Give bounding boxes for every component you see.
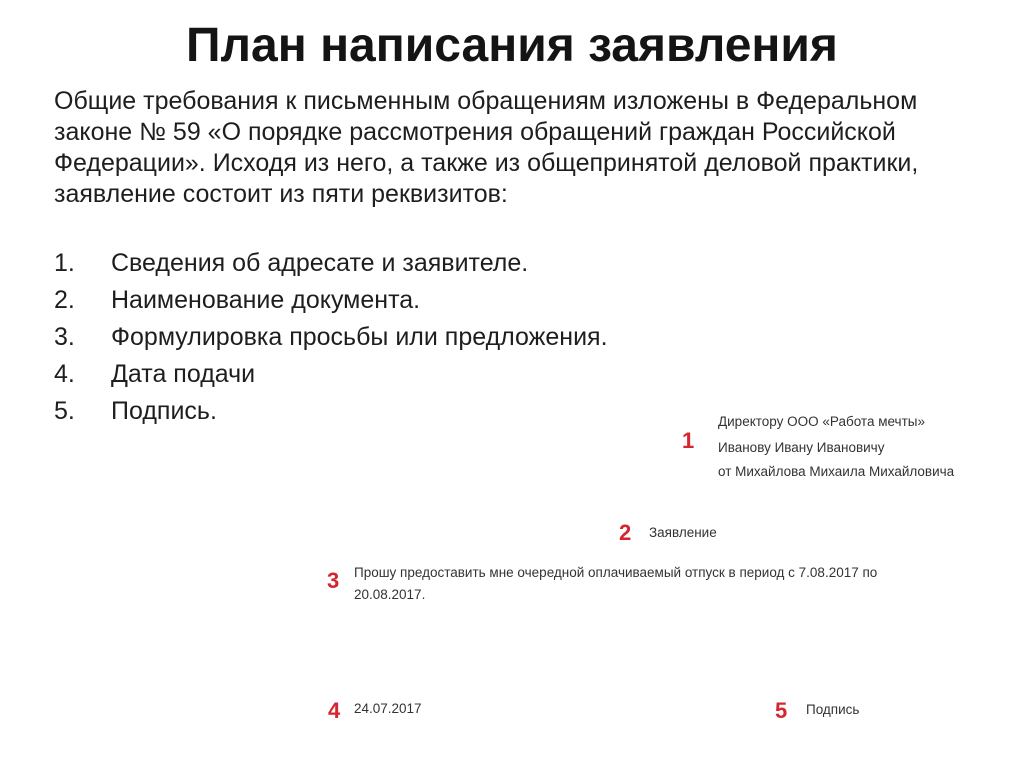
marker-3: 3 [327,568,340,593]
list-item [54,393,608,430]
list-item-number: 2. [54,286,75,314]
list-item-number: 1. [54,249,75,277]
document-name: Заявление [649,525,717,540]
list-item-text: Дата подачи [111,360,256,388]
list-item [54,319,608,356]
list-item-text: Наименование документа. [111,286,421,314]
slide-title: План написания заявления [186,19,838,72]
list-item-number: 5. [54,397,75,425]
requisites-list [54,245,608,430]
addressee-line-3: от Михайлова Михаила Михайловича [718,464,955,479]
list-item [54,356,608,393]
intro-paragraph: Общие требования к письменным обращениям изложены в Федеральном законе № 59 «О порядке рассмотрения обращений граждан Российской Федерации». Исходя из него, а также из общепринятой деловой практики, заявление состоит из пяти реквизитов: [54,87,919,208]
list-item-text: Подпись. [111,397,217,425]
list-item-number: 3. [54,323,75,351]
addressee-line-1: Директору ООО «Работа мечты» [718,414,925,429]
request-line-1: Прошу предоставить мне очередной оплачиваемый отпуск в период с 7.08.2017 по [354,565,878,580]
application-date: 24.07.2017 [354,701,422,716]
list-item-text: Сведения об адресате и заявителе. [111,249,529,277]
marker-2: 2 [619,520,632,545]
signature-label: Подпись [806,702,860,717]
list-item-text: Формулировка просьбы или предложения. [111,323,608,351]
addressee-line-2: Иванову Ивану Ивановичу [718,440,885,455]
marker-1: 1 [682,428,695,453]
list-item-number: 4. [54,360,75,388]
list-item [54,282,608,319]
request-line-2: 20.08.2017. [354,587,426,602]
marker-5: 5 [775,698,788,723]
marker-4: 4 [328,698,341,723]
list-item [54,245,608,282]
